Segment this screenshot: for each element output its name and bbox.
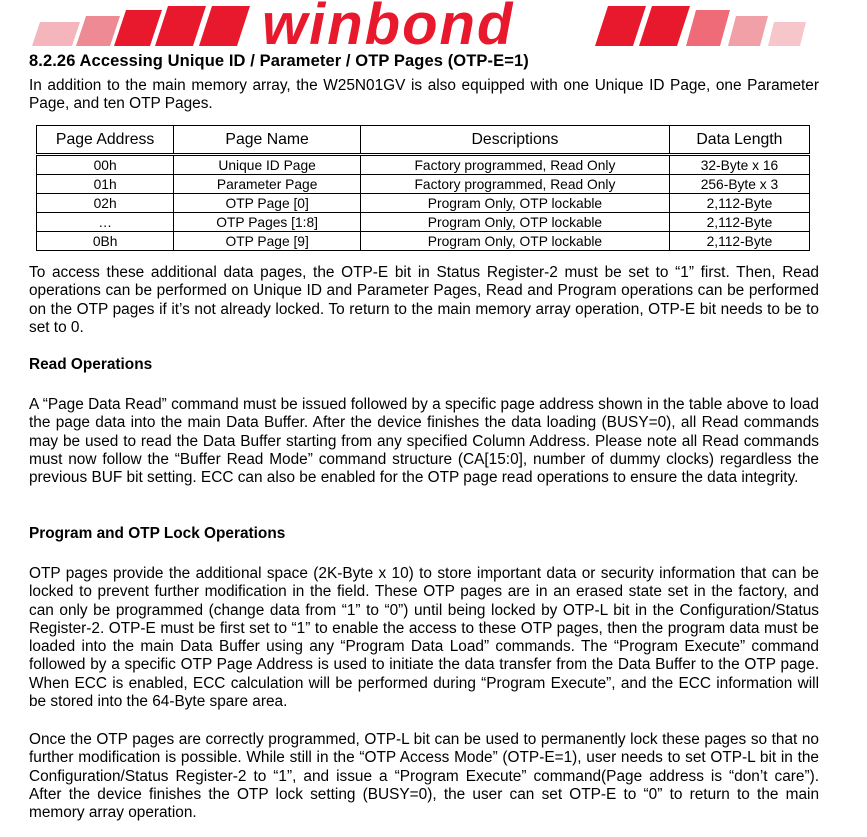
- table-cell: Program Only, OTP lockable: [361, 213, 670, 232]
- table-cell: 2,112-Byte: [669, 232, 809, 251]
- program-ops-body-2: Once the OTP pages are correctly programmed, OTP-L bit can be used to permanently lock these pages so that no further modification is possible. While still in the “OTP Access Mode” (OTP-E=1), user needs to set OTP-L bit in the Configuration/Status Register-2 to “1”, and issue a “Program Execute” command(Page address is “don’t care”). After the device finishes the OTP lock setting (BUSY=0), the user can set OTP-E to “0” to return to the main memory array operation.: [29, 731, 819, 822]
- table-cell: OTP Page [9]: [174, 232, 361, 251]
- table-header-row: [37, 126, 810, 155]
- table-cell: Factory programmed, Read Only: [361, 155, 670, 175]
- page-address-table: [36, 125, 810, 251]
- read-operations-heading: Read Operations: [29, 356, 153, 373]
- table-row: [37, 155, 810, 175]
- logo-right-stripes: [595, 6, 806, 46]
- table-cell: …: [37, 213, 174, 232]
- section-title: 8.2.26 Accessing Unique ID / Parameter / OTP Pages (OTP-E=1): [29, 52, 529, 70]
- logo-wordmark: winbond: [262, 0, 515, 52]
- program-ops-heading: Program and OTP Lock Operations: [29, 525, 286, 542]
- table-cell: OTP Page [0]: [174, 194, 361, 213]
- table-row: [37, 175, 810, 194]
- table-cell: Program Only, OTP lockable: [361, 194, 670, 213]
- col-header: Page Name: [174, 126, 361, 155]
- access-paragraph: To access these additional data pages, the OTP-E bit in Status Register-2 must be set to “1” first. Then, Read operations can be performed on Unique ID and Parameter Pages, Read and Program operations can be performed on the OTP pages if it’s not already locked. To return to the main memory array operation, OTP-E bit needs to be to set to 0.: [29, 264, 819, 336]
- table-cell: OTP Pages [1:8]: [174, 213, 361, 232]
- table-cell: 0Bh: [37, 232, 174, 251]
- col-header: Data Length: [669, 126, 809, 155]
- table-cell: 2,112-Byte: [669, 213, 809, 232]
- table-cell: 32-Byte x 16: [669, 155, 809, 175]
- table-cell: 2,112-Byte: [669, 194, 809, 213]
- table-cell: Program Only, OTP lockable: [361, 232, 670, 251]
- table-cell: 01h: [37, 175, 174, 194]
- table-row: [37, 213, 810, 232]
- col-header: Descriptions: [361, 126, 670, 155]
- table-cell: Factory programmed, Read Only: [361, 175, 670, 194]
- table-row: [37, 194, 810, 213]
- col-header: Page Address: [37, 126, 174, 155]
- table-cell: 02h: [37, 194, 174, 213]
- table-row: [37, 232, 810, 251]
- read-operations-body: A “Page Data Read” command must be issued followed by a specific page address shown in the table above to load the page data into the main Data Buffer. After the device finishes the data loading (BUSY=0), all Read commands may be used to read the Data Buffer starting from any specified Column Address. Please note all Read commands must now follow the “Buffer Read Mode” command structure (CA[15:0], number of dummy clocks) regardless the previous BUF bit setting. ECC can also be enabled for the OTP page read operations to ensure the data integrity.: [29, 396, 819, 487]
- table-cell: 00h: [37, 155, 174, 175]
- winbond-logo: [0, 0, 867, 52]
- table-cell: 256-Byte x 3: [669, 175, 809, 194]
- table-cell: Parameter Page: [174, 175, 361, 194]
- program-ops-body-1: OTP pages provide the additional space (2K-Byte x 10) to store important data or security information that can be locked to prevent further modification in the field. These OTP pages are in an erased state set in the factory, and can only be programmed (change data from “1” to “0”) until being locked by OTP-L bit in the Configuration/Status Register-2. OTP-E must be first set to “1” to enable the access to these OTP pages, then the program data must be loaded into the main Data Buffer using any “Program Data Load” commands. The “Program Execute” command followed by a specific OTP Page Address is used to initiate the data transfer from the Data Buffer to the OTP page. When ECC is enabled, ECC calculation will be performed during “Program Execute”, and the ECC information will be stored into the 64-Byte spare area.: [29, 565, 819, 711]
- intro-paragraph: In addition to the main memory array, the W25N01GV is also equipped with one Unique ID Page, one Parameter Page, and ten OTP Pages.: [29, 77, 819, 113]
- logo-left-stripes: [32, 6, 250, 46]
- table-cell: Unique ID Page: [174, 155, 361, 175]
